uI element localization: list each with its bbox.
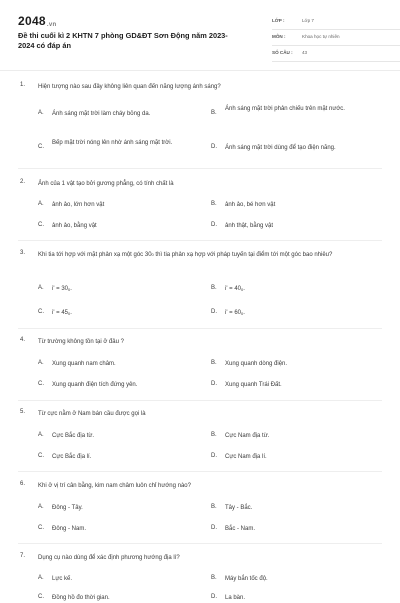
option-text: Bếp mặt trời nóng lên nhờ ánh sáng mặt trời. [52,140,173,146]
meta-class-value: Lớp 7 [302,18,314,23]
option-letter: C. [38,144,44,150]
question-text-part: thì tia phản xạ hợp với pháp tuyến tại điểm tới một góc bao nhiêu? [153,252,333,258]
question-text: Hiện tượng nào sau đây không liên quan đến năng lượng ánh sáng? [38,84,221,90]
option-text: Xung quanh nam châm. [52,361,116,367]
option-letter: C. [38,594,44,600]
question-text: Dụng cụ nào dùng để xác định phương hướng địa lí? [38,555,180,561]
option-text [225,309,375,318]
option-text: Xung quanh điện tích đứng yên. [52,382,138,388]
option-letter: D. [211,309,217,315]
option-letter: A. [38,360,44,366]
option-text: Tây - Bắc. [225,505,253,511]
meta-subject-label: MÔN : [272,34,286,39]
header-divider [0,70,400,71]
option-text: Cực Nam địa lí. [225,454,267,460]
option-letter: B. [211,432,217,438]
question-number: 5. [20,409,26,415]
question-separator [18,168,382,169]
meta-class-row [272,14,400,30]
question-separator [18,471,382,472]
option-letter: C. [38,453,44,459]
option-text: Xung quanh dòng điện. [225,361,288,367]
question-text: Từ trường không tồn tại ở đâu ? [38,339,124,345]
option-text: La bàn. [225,595,246,601]
option-letter: D. [211,525,217,531]
option-letter: D. [211,144,217,150]
option-letter: A. [38,504,44,510]
question-separator [18,328,382,329]
degree-superscript: 0 [241,287,244,292]
question-separator [18,240,382,241]
degree-superscript: 0 [151,252,154,257]
option-letter: C. [38,222,44,228]
option-letter: A. [38,110,44,116]
option-letter: A. [38,575,44,581]
logo-text: 2048 [18,14,46,28]
option-text: ảnh thật, bằng vật [225,223,274,229]
option-text: ảnh ảo, bé hơn vật [225,202,276,208]
option-end: . [70,286,72,292]
option-letter: C. [38,381,44,387]
option-value: i' = 30 [52,286,68,292]
question-text: Ảnh của 1 vật tạo bởi gương phẳng, có tính chất là [38,181,174,187]
option-text [52,285,202,294]
question-separator [18,543,382,544]
meta-count-row [272,46,400,62]
exam-meta [272,14,400,62]
option-value: i' = 60 [225,310,241,316]
option-letter: A. [38,285,44,291]
option-text: Đồng hồ đo thời gian. [52,595,110,601]
option-letter: C. [38,309,44,315]
option-text: Ánh sáng mặt trời dùng để tạo điện năng. [225,145,336,151]
option-letter: B. [211,285,217,291]
option-text: Cực Nam địa từ. [225,433,270,439]
option-text: Đông - Tây. [52,505,83,511]
option-letter: D. [211,594,217,600]
document-header [18,14,382,64]
question-separator [18,400,382,401]
option-text: Ánh sáng mặt trời làm cháy bỏng da. [52,111,151,117]
meta-count-label: SỐ CÂU : [272,50,293,55]
question-number: 6. [20,481,26,487]
option-letter: D. [211,222,217,228]
meta-class-label: LỚP : [272,18,285,23]
option-letter: B. [211,201,217,207]
option-letter: A. [38,432,44,438]
option-text: Đông - Nam. [52,526,87,532]
question-number: 3. [20,250,26,256]
option-letter: A. [38,201,44,207]
option-end: . [243,286,245,292]
option-value: i' = 40 [225,286,241,292]
option-letter: B. [211,360,217,366]
option-text: Lực kế. [52,576,73,582]
option-end: . [243,310,245,316]
option-letter: B. [211,504,217,510]
option-text: ảnh ảo, lớn hơn vật [52,202,105,208]
question-number: 1. [20,82,26,88]
meta-count-value: 43 [302,50,308,55]
question-number: 7. [20,553,26,559]
meta-subject-value: Khoa học tự nhiên [302,34,340,39]
question-text: Khi ở vị trí cân bằng, kim nam châm luôn chỉ hướng nào? [38,483,191,489]
option-letter: B. [211,575,217,581]
degree-superscript: 0 [68,287,71,292]
question-text [38,250,378,260]
option-letter: D. [211,381,217,387]
option-end: . [70,310,72,316]
logo-suffix: .vn [46,22,57,28]
option-text: Cực Bắc địa lí. [52,454,92,460]
option-text [52,309,202,318]
site-logo[interactable] [18,14,56,28]
option-letter: B. [211,110,217,116]
option-text: Xung quanh Trái Đất. [225,382,282,388]
option-value: i' = 45 [52,310,68,316]
question-text-part: Khi tia tới hợp với mặt phản xạ một góc 30 [38,252,152,258]
degree-superscript: 0 [68,311,71,316]
question-number: 4. [20,337,26,343]
option-text: Máy bắn tốc độ. [225,576,268,582]
degree-superscript: 0 [241,311,244,316]
option-text: ảnh ảo, bằng vật [52,223,97,229]
option-text: Cực Bắc địa từ. [52,433,95,439]
meta-subject-row [272,30,400,46]
question-text: Từ cực nằm ở Nam bán cầu được gọi là [38,411,146,417]
option-letter: C. [38,525,44,531]
option-text: Bắc - Nam. [225,526,256,532]
option-letter: D. [211,453,217,459]
exam-title: Đề thi cuối kì 2 KHTN 7 phòng GD&ĐT Sơn Động năm 2023-2024 có đáp án [18,31,228,50]
question-number: 2. [20,179,26,185]
option-text [225,285,375,294]
option-text: Ánh sáng mặt trời phản chiếu trên mặt nước. [225,106,345,112]
